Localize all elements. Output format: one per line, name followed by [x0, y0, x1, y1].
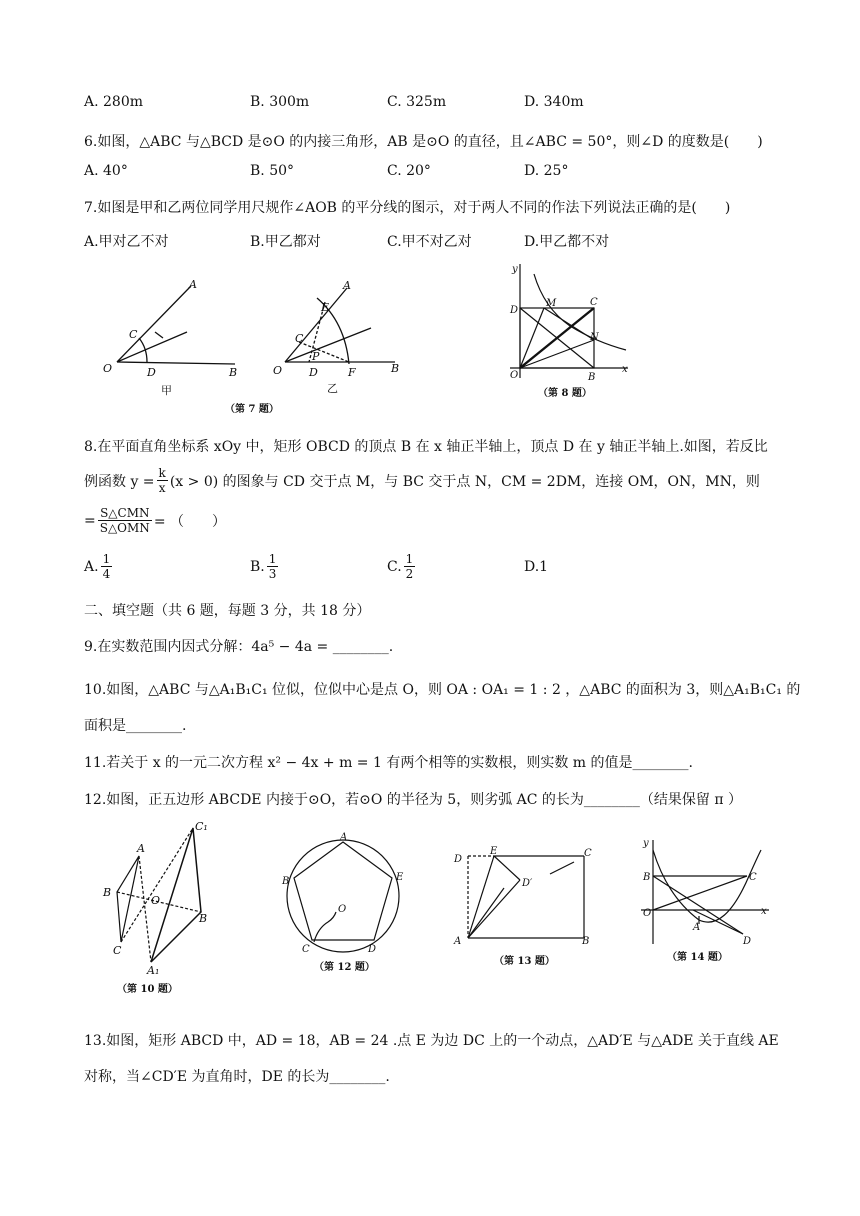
fig14-label-y: y — [643, 838, 649, 849]
q5-options — [84, 94, 784, 110]
q8-line2-a: 例函数 y = — [84, 473, 155, 490]
fig7-yi-label-p: P — [312, 350, 320, 363]
q9-text: 9.在实数范围内因式分解：4a⁵ − 4a = ________. — [84, 639, 394, 655]
q7-option-d: D.甲乙都不对 — [524, 234, 610, 250]
fig7-jia-label-c: C — [129, 328, 138, 341]
q5-option-c: C. 325m — [387, 94, 447, 110]
fig10-label-o: O — [151, 894, 161, 907]
fig10-label-a1: A₁ — [147, 964, 160, 977]
fig8-label-x: x — [622, 364, 628, 375]
q11-text: 11.若关于 x 的一元二次方程 x² − 4x + m = 1 有两个相等的实数根，则实数 m 的值是________. — [84, 755, 693, 771]
q8-eq-suffix: = （ ） — [153, 513, 226, 530]
q7-options — [84, 231, 784, 251]
fig13-label-e: E — [490, 846, 498, 857]
q8-fraction-x: x — [158, 481, 166, 495]
fig13-label-d: D — [454, 854, 463, 865]
q8-option-b — [250, 552, 387, 581]
fig7-yi-label-f: F — [348, 366, 356, 379]
figure-7 — [95, 262, 425, 417]
q7-text: 7.如图是甲和乙两位同学用尺规作∠AOB 的平分线的图示，对于两人不同的作法下列说法正确的是( ) — [84, 200, 731, 216]
fig8-label-o: O — [510, 370, 519, 381]
figure-10 — [95, 816, 235, 1001]
q6-option-c: C. 20° — [387, 163, 431, 179]
q8-option-a-num: 1 — [102, 552, 111, 566]
fig12-label-b: B — [282, 876, 290, 887]
fig14-label-x: x — [761, 906, 767, 917]
q8-option-b-label: B. — [250, 558, 265, 575]
q13-line2: 对称，当∠CD′E 为直角时，DE 的长为________. — [84, 1069, 390, 1085]
q10-line2: 面积是________. — [84, 718, 187, 734]
fig8-label-n: N — [590, 332, 599, 343]
fig12-label-e: E — [396, 872, 404, 883]
q6-text: 6.如图，△ABC 与△BCD 是⊙O 的内接三角形，AB 是⊙O 的直径，且∠ABC = 50°，则∠D 的度数是( ) — [84, 134, 763, 150]
fig14-label-d: D — [743, 936, 752, 947]
q8-option-a — [84, 552, 250, 581]
fig10-label-c: C — [113, 944, 122, 957]
fig14-caption: （第 14 题） — [667, 952, 728, 963]
q7-option-b: B.甲乙都对 — [250, 234, 321, 250]
q6-option-d: D. 25° — [524, 163, 569, 179]
q8-option-c-label: C. — [387, 558, 402, 575]
fig8-label-y: y — [512, 264, 518, 275]
q8-option-c-frac — [404, 552, 416, 581]
fig7-jia-label-o: O — [103, 362, 113, 375]
fig10-label-a: A — [137, 842, 145, 855]
fig14-label-b: B — [643, 872, 651, 883]
q8-option-a-den: 4 — [102, 567, 111, 581]
fig14-label-o: O — [643, 908, 652, 919]
fig7-jia-label-a: A — [189, 278, 197, 291]
q8-option-b-den: 3 — [268, 567, 277, 581]
q12-text: 12.如图，正五边形 ABCDE 内接于⊙O，若⊙O 的半径为 5，则劣弧 AC 的长为________（结果保留 π ） — [84, 792, 743, 808]
q8-option-a-label: A. — [84, 558, 99, 575]
q5-option-a: A. 280m — [84, 94, 144, 110]
fig10-label-c1: C₁ — [195, 820, 208, 833]
q6-options — [84, 163, 784, 179]
q8-options — [84, 552, 784, 581]
fig7-yi-label-o: O — [273, 364, 283, 377]
fig7-jia-name: 甲 — [161, 384, 172, 397]
fig13-label-b: B — [582, 936, 590, 947]
q10-line1: 10.如图，△ABC 与△A₁B₁C₁ 位似，位似中心是点 O，则 OA : OA₁ = 1 : 2 ，△ABC 的面积为 3，则△A₁B₁C₁ 的 — [84, 682, 801, 698]
fig8-label-c: C — [590, 297, 598, 308]
q8-area-ratio — [98, 506, 152, 535]
figure-13 — [450, 844, 610, 969]
fig8-label-b: B — [588, 372, 596, 383]
q6-option-a: A. 40° — [84, 163, 128, 179]
fig13-label-c: C — [584, 848, 592, 859]
q8-fraction-k: k — [158, 466, 166, 480]
fig10-label-b1: B — [199, 912, 208, 925]
q8-option-b-num: 1 — [268, 552, 277, 566]
fig8-caption: （第 8 题） — [538, 388, 592, 399]
q8-ratio-num: S△CMN — [98, 506, 152, 521]
fig7-jia-label-b: B — [229, 366, 238, 379]
q8-option-d: D.1 — [524, 558, 549, 575]
fig12-label-a: A — [340, 832, 348, 843]
q8-line2-b: (x > 0) 的图象与 CD 交于点 M，与 BC 交于点 N，CM = 2DM，连接 OM，ON，MN，则 — [169, 473, 760, 490]
fig12-label-d: D — [368, 944, 377, 955]
q8-eq-prefix: = — [84, 512, 96, 529]
q8-option-b-frac — [267, 552, 279, 581]
q8-line3 — [84, 506, 226, 535]
figure-14 — [633, 836, 773, 966]
fig8-label-d: D — [510, 305, 519, 316]
fig12-label-o: O — [338, 904, 347, 915]
q8-function-fraction — [157, 466, 168, 495]
section-2-heading: 二、填空题（共 6 题，每题 3 分，共 18 分） — [84, 603, 371, 619]
fig7-yi-label-e: E — [321, 301, 330, 314]
fig7-yi-label-c: C — [295, 332, 304, 345]
q8-option-c-den: 2 — [405, 567, 414, 581]
q7-option-c: C.甲不对乙对 — [387, 234, 472, 250]
fig7-yi-name: 乙 — [327, 382, 338, 395]
figure-8 — [500, 260, 640, 402]
q8-ratio-den: S△OMN — [99, 521, 150, 535]
fig8-label-m: M — [546, 298, 557, 309]
q5-option-b: B. 300m — [250, 94, 310, 110]
q8-line1: 8.在平面直角坐标系 xOy 中，矩形 OBCD 的顶点 B 在 x 轴正半轴上，顶点 D 在 y 轴正半轴上.如图，若反比 — [84, 439, 768, 455]
fig13-label-dprime: D′ — [522, 878, 533, 889]
q13-line1: 13.如图，矩形 ABCD 中，AD = 18，AB = 24 .点 E 为边 DC 上的一个动点，△AD′E 与△ADE 关于直线 AE — [84, 1033, 779, 1049]
q6-option-b: B. 50° — [250, 163, 295, 179]
fig13-caption: （第 13 题） — [494, 956, 555, 967]
fig12-caption: （第 12 题） — [314, 962, 375, 973]
fig10-label-b: B — [103, 886, 112, 899]
q5-option-d: D. 340m — [524, 94, 584, 110]
q8-option-a-frac — [101, 552, 113, 581]
q8-line2 — [84, 466, 760, 495]
fig12-label-c: C — [302, 944, 310, 955]
fig13-label-a: A — [454, 936, 462, 947]
fig7-yi-label-d: D — [309, 366, 318, 379]
fig14-label-a: A — [693, 922, 701, 933]
q7-option-a: A.甲对乙不对 — [84, 234, 169, 250]
fig7-jia-label-d: D — [147, 366, 156, 379]
q8-option-c — [387, 552, 524, 581]
fig14-label-c: C — [749, 872, 757, 883]
fig7-yi-label-a: A — [343, 279, 351, 292]
fig7-yi-label-b: B — [391, 362, 400, 375]
fig7-caption: （第 7 题） — [225, 404, 279, 415]
fig10-caption: （第 10 题） — [117, 984, 178, 995]
q8-option-c-num: 1 — [405, 552, 414, 566]
figure-12 — [272, 832, 412, 977]
